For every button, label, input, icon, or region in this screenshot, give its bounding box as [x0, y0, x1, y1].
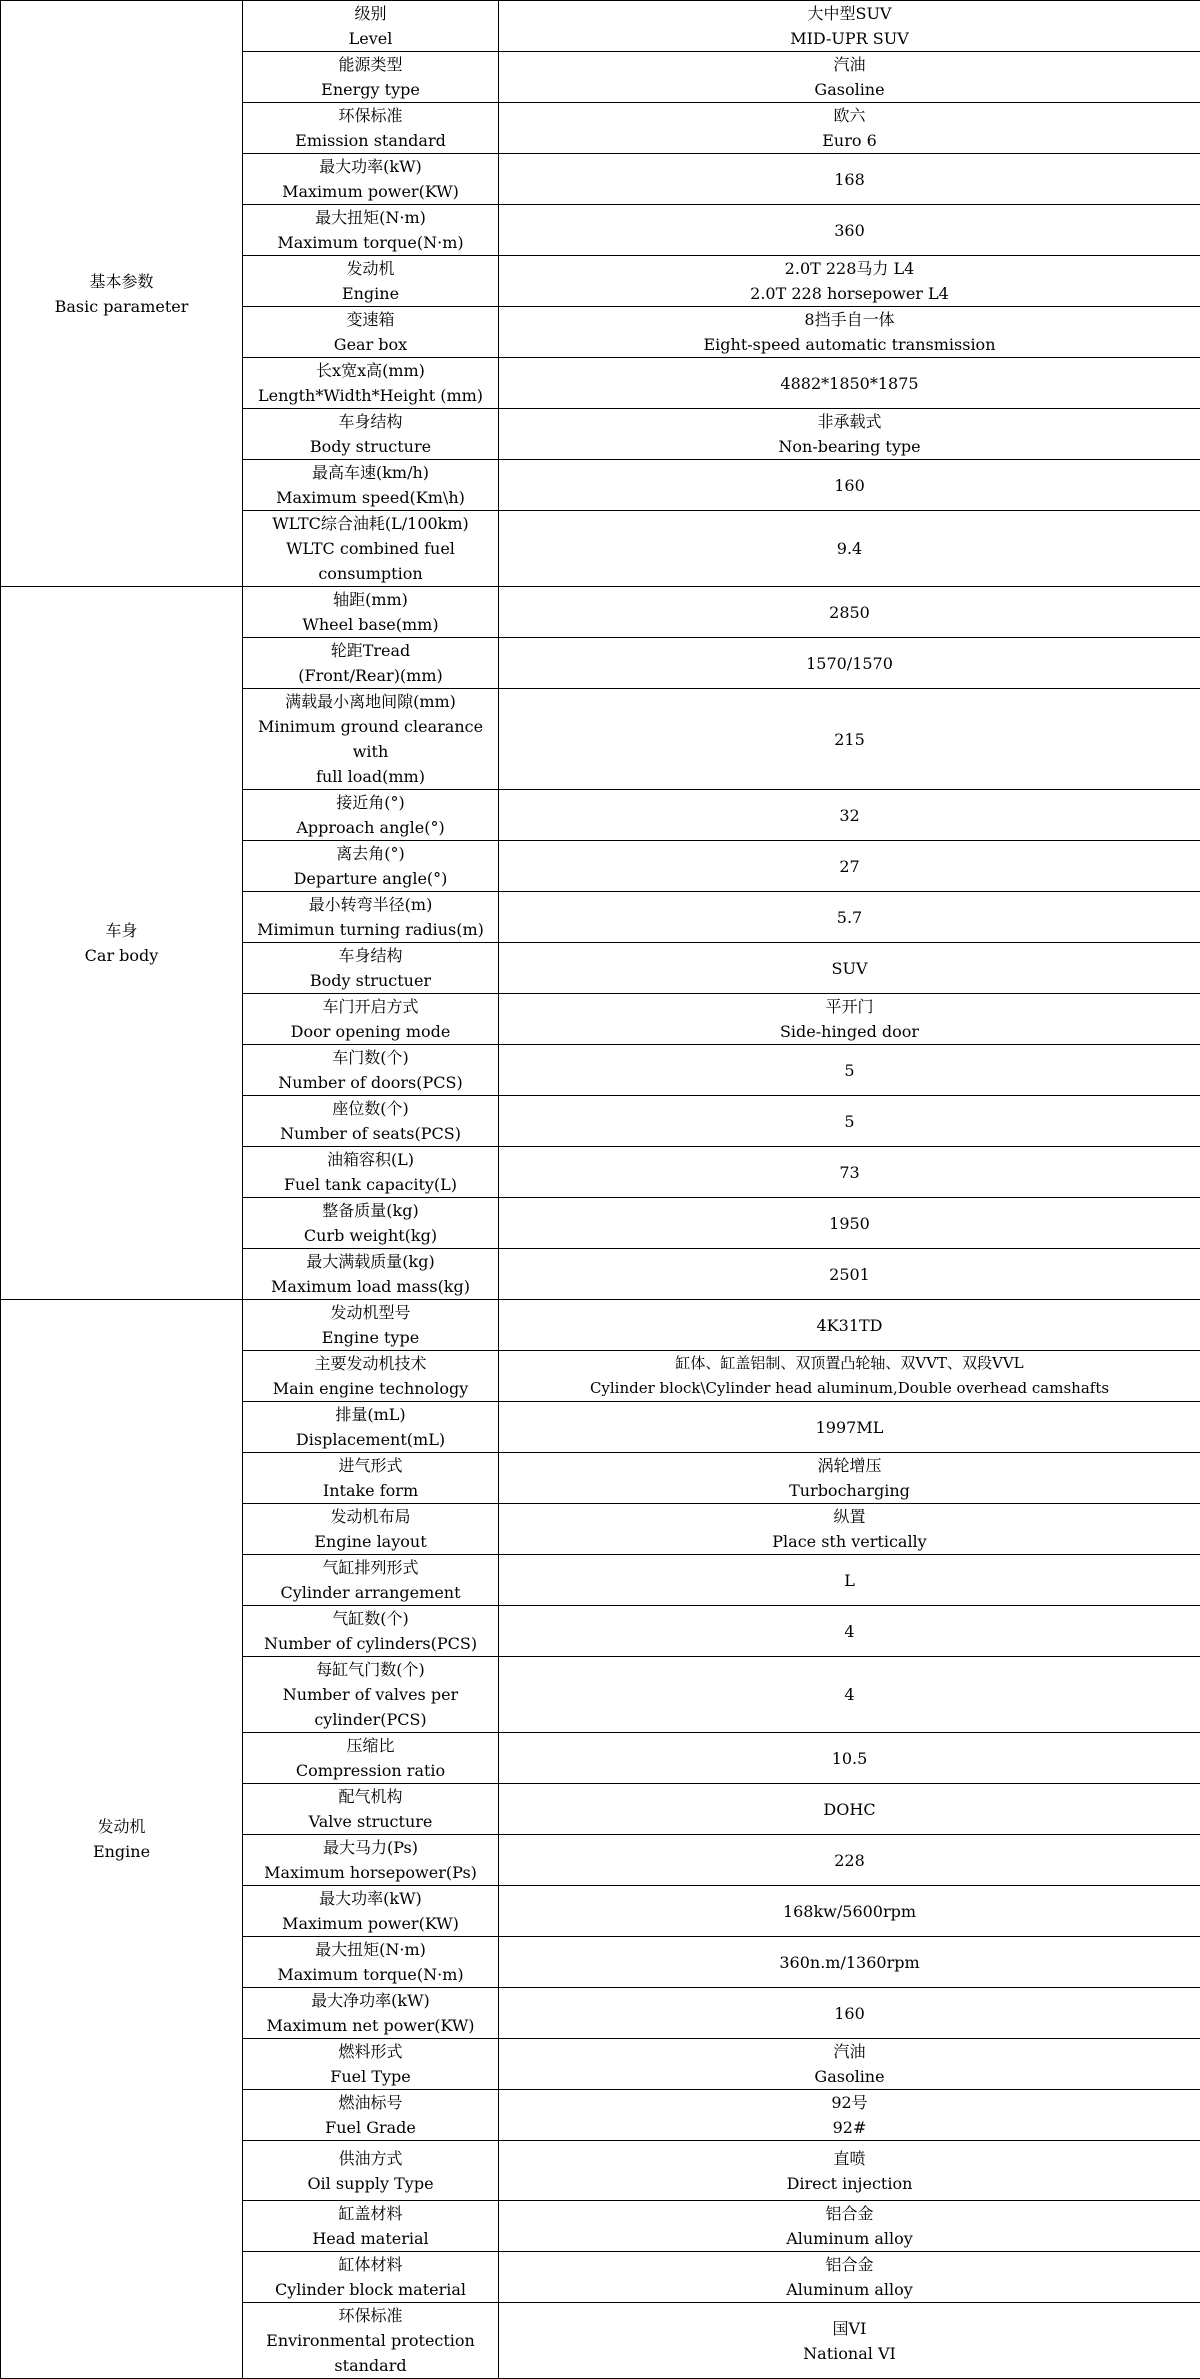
spec-label: 环保标准 Environmental protection standard: [243, 2303, 499, 2379]
spec-label: 离去角(°) Departure angle(°): [243, 841, 499, 892]
spec-value: 2850: [499, 587, 1200, 638]
spec-label: 油箱容积(L) Fuel tank capacity(L): [243, 1147, 499, 1198]
spec-table-body: [1, 1, 1200, 2379]
table-row: [1, 1, 1200, 52]
spec-value: 缸体、缸盖铝制、双顶置凸轮轴、双VVT、双段VVL Cylinder block\Cylinder head aluminum,Double overhead camshafts: [499, 1351, 1200, 1402]
spec-value: 160: [499, 1988, 1200, 2039]
spec-label: 最大扭矩(N·m) Maximum torque(N·m): [243, 205, 499, 256]
spec-value: 5: [499, 1096, 1200, 1147]
spec-value: 8挡手自一体 Eight-speed automatic transmission: [499, 307, 1200, 358]
spec-label: 轮距Tread (Front/Rear)(mm): [243, 638, 499, 689]
spec-value: 360n.m/1360rpm: [499, 1937, 1200, 1988]
spec-label: 接近角(°) Approach angle(°): [243, 790, 499, 841]
section-title: 车身 Car body: [1, 587, 243, 1300]
spec-value: 2501: [499, 1249, 1200, 1300]
spec-value: 168kw/5600rpm: [499, 1886, 1200, 1937]
spec-value: 4882*1850*1875: [499, 358, 1200, 409]
spec-label: 轴距(mm) Wheel base(mm): [243, 587, 499, 638]
spec-value: 215: [499, 689, 1200, 790]
spec-label: 发动机型号 Engine type: [243, 1300, 499, 1351]
spec-value: 160: [499, 460, 1200, 511]
spec-label: 压缩比 Compression ratio: [243, 1733, 499, 1784]
spec-label: 最大马力(Ps) Maximum horsepower(Ps): [243, 1835, 499, 1886]
spec-value: 168: [499, 154, 1200, 205]
spec-label: 座位数(个) Number of seats(PCS): [243, 1096, 499, 1147]
spec-label: 主要发动机技术 Main engine technology: [243, 1351, 499, 1402]
spec-value: 直喷 Direct injection: [499, 2141, 1200, 2201]
spec-label: 配气机构 Valve structure: [243, 1784, 499, 1835]
spec-label: 排量(mL) Displacement(mL): [243, 1402, 499, 1453]
spec-value: 纵置 Place sth vertically: [499, 1504, 1200, 1555]
spec-value: DOHC: [499, 1784, 1200, 1835]
spec-label: 满载最小离地间隙(mm) Minimum ground clearance with full load(mm): [243, 689, 499, 790]
spec-value: 10.5: [499, 1733, 1200, 1784]
spec-label: 最高车速(km/h) Maximum speed(Km\h): [243, 460, 499, 511]
spec-value: 92号 92#: [499, 2090, 1200, 2141]
spec-label: 进气形式 Intake form: [243, 1453, 499, 1504]
spec-value: 5.7: [499, 892, 1200, 943]
spec-value: 涡轮增压 Turbocharging: [499, 1453, 1200, 1504]
spec-label: 燃油标号 Fuel Grade: [243, 2090, 499, 2141]
spec-value: 4: [499, 1606, 1200, 1657]
spec-label: 最大满载质量(kg) Maximum load mass(kg): [243, 1249, 499, 1300]
spec-label: 燃料形式 Fuel Type: [243, 2039, 499, 2090]
spec-value: 360: [499, 205, 1200, 256]
spec-label: 发动机 Engine: [243, 256, 499, 307]
spec-value: 9.4: [499, 511, 1200, 587]
spec-label: 长x宽x高(mm) Length*Width*Height (mm): [243, 358, 499, 409]
spec-value: 27: [499, 841, 1200, 892]
spec-value: 大中型SUV MID-UPR SUV: [499, 1, 1200, 52]
spec-label: 缸体材料 Cylinder block material: [243, 2252, 499, 2303]
spec-label: 最小转弯半径(m) Mimimun turning radius(m): [243, 892, 499, 943]
table-row: [1, 1300, 1200, 1351]
spec-label: 级别 Level: [243, 1, 499, 52]
spec-label: WLTC综合油耗(L/100km) WLTC combined fuel consumption: [243, 511, 499, 587]
spec-value: 铝合金 Aluminum alloy: [499, 2201, 1200, 2252]
spec-label: 发动机布局 Engine layout: [243, 1504, 499, 1555]
spec-label: 整备质量(kg) Curb weight(kg): [243, 1198, 499, 1249]
spec-value: 平开门 Side-hinged door: [499, 994, 1200, 1045]
spec-value: 1997ML: [499, 1402, 1200, 1453]
section-title: 发动机 Engine: [1, 1300, 243, 2379]
spec-label: 缸盖材料 Head material: [243, 2201, 499, 2252]
spec-label: 能源类型 Energy type: [243, 52, 499, 103]
table-row: [1, 587, 1200, 638]
spec-value: 73: [499, 1147, 1200, 1198]
spec-value: 32: [499, 790, 1200, 841]
spec-value: 4: [499, 1657, 1200, 1733]
spec-value: 国VI National VI: [499, 2303, 1200, 2379]
spec-label: 最大扭矩(N·m) Maximum torque(N·m): [243, 1937, 499, 1988]
spec-value: 2.0T 228马力 L4 2.0T 228 horsepower L4: [499, 256, 1200, 307]
spec-value: 228: [499, 1835, 1200, 1886]
spec-value: 1950: [499, 1198, 1200, 1249]
spec-label: 最大功率(kW) Maximum power(KW): [243, 154, 499, 205]
spec-value: 4K31TD: [499, 1300, 1200, 1351]
spec-label: 气缸数(个) Number of cylinders(PCS): [243, 1606, 499, 1657]
spec-label: 每缸气门数(个) Number of valves per cylinder(PCS): [243, 1657, 499, 1733]
spec-label: 最大功率(kW) Maximum power(KW): [243, 1886, 499, 1937]
spec-label: 车身结构 Body structuer: [243, 943, 499, 994]
spec-label: 最大净功率(kW) Maximum net power(KW): [243, 1988, 499, 2039]
spec-value: L: [499, 1555, 1200, 1606]
spec-value: 5: [499, 1045, 1200, 1096]
spec-value: 1570/1570: [499, 638, 1200, 689]
spec-label: 供油方式 Oil supply Type: [243, 2141, 499, 2201]
spec-value: SUV: [499, 943, 1200, 994]
section-title: 基本参数 Basic parameter: [1, 1, 243, 587]
spec-label: 气缸排列形式 Cylinder arrangement: [243, 1555, 499, 1606]
spec-value: 汽油 Gasoline: [499, 52, 1200, 103]
spec-value: 铝合金 Aluminum alloy: [499, 2252, 1200, 2303]
spec-label: 车门数(个) Number of doors(PCS): [243, 1045, 499, 1096]
spec-value: 非承载式 Non-bearing type: [499, 409, 1200, 460]
spec-label: 车身结构 Body structure: [243, 409, 499, 460]
spec-label: 变速箱 Gear box: [243, 307, 499, 358]
spec-label: 车门开启方式 Door opening mode: [243, 994, 499, 1045]
spec-value: 汽油 Gasoline: [499, 2039, 1200, 2090]
spec-label: 环保标准 Emission standard: [243, 103, 499, 154]
spec-value: 欧六 Euro 6: [499, 103, 1200, 154]
